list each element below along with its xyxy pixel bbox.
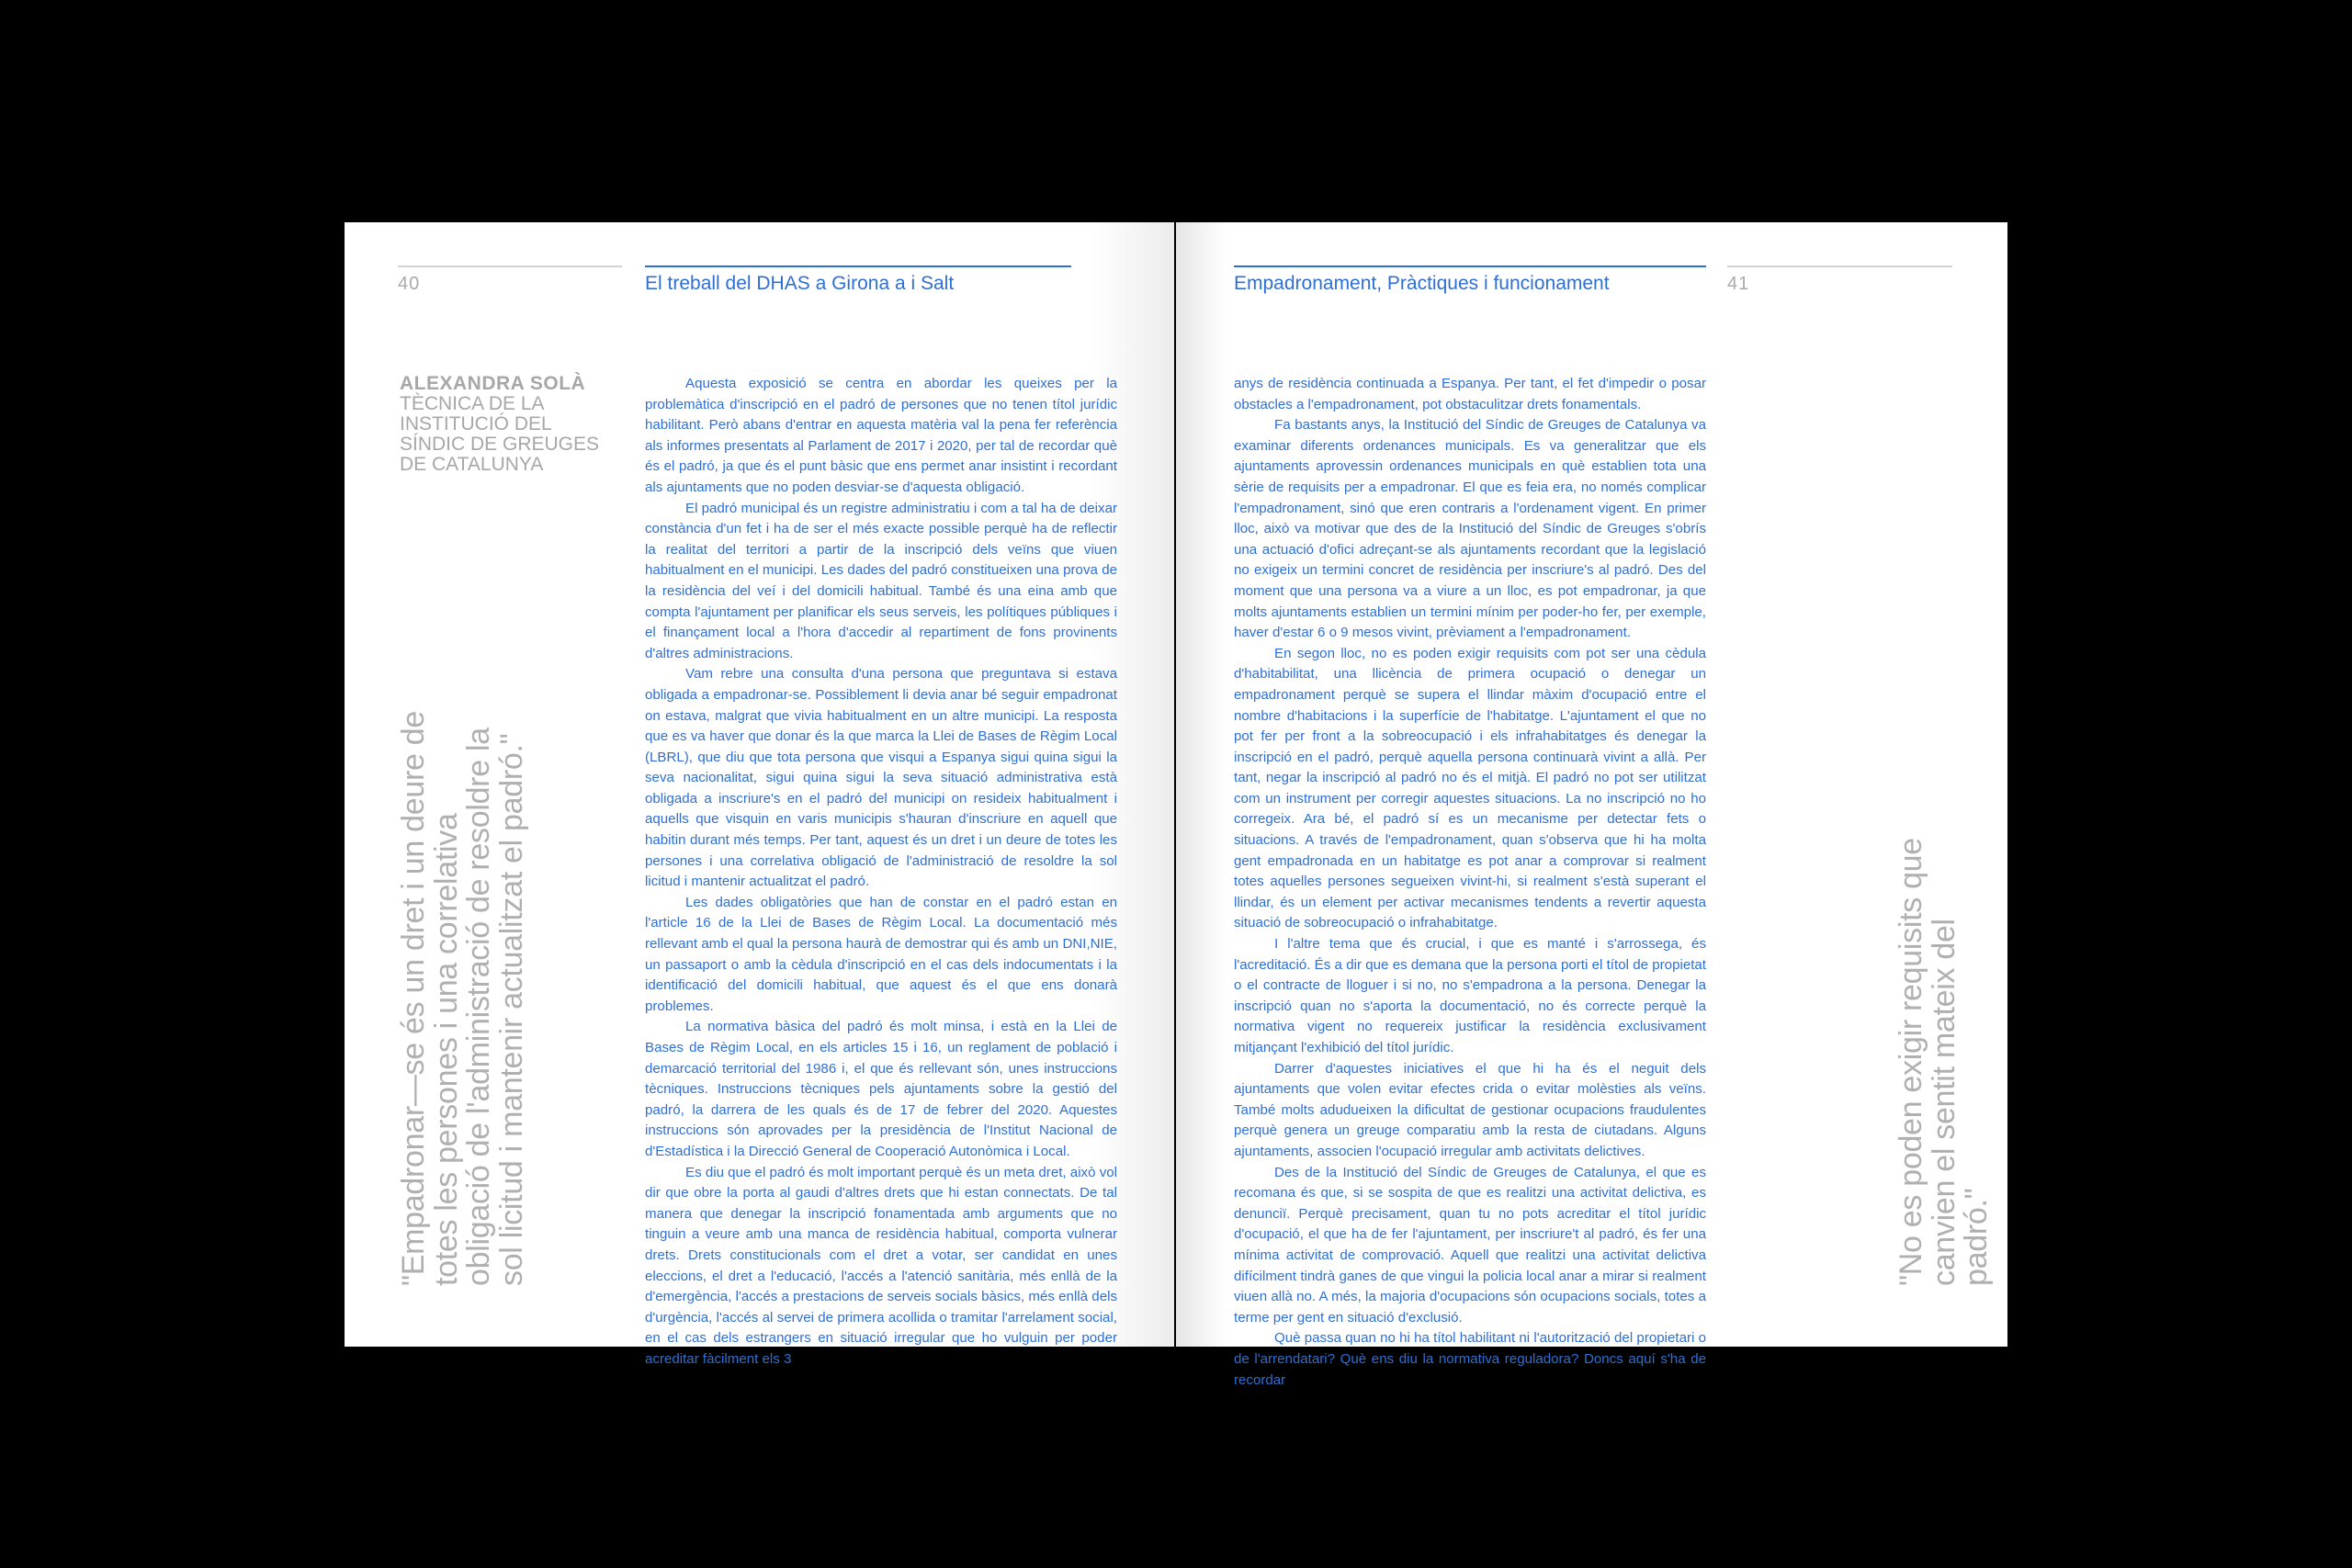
paragraph: Vam rebre una consulta d'una persona que preguntava si estava obligada a empadronar-se. Possiblement li devia anar bé seguir empadronat on estava, malgrat que vivia habitualment en un altre municipi. La resposta que es va haver que donar és la que marca la Llei de Bases de Règim Local (LBRL), que diu que tota persona que visqui a Espanya sigui quina sigui la seva nacionalitat, sigui quina sigui la seva situació administrativa està obligada a inscriure's en el padró del municipi on resideix habitualment i aquells que visquin en varis municipis s'hauran d'inscriure en aquell que habitin durant més temps. Per tant, aquest és un dret i un deure de totes les persones i una correlativa obligació de l'administració de resoldre la sol licitud i mantenir actualitzat el padró. <box>645 666 1117 890</box>
paragraph: La normativa bàsica del padró és molt minsa, i està en la Llei de Bases de Règim Local, en els articles 15 i 16, un reglament de població i demarcació territorial del 1986 i, el que és rellevant són, unes instruccions tècniques. Instruccions tècniques pels ajuntaments sobre la gestió del padró, la darrera de les quals és de 17 de febrer del 2020. Aquestes instruccions són aprovades per la presidència de l'Institut Nacional de d'Estadística i la Direcció General de Cooperació Autonòmica i Local. <box>645 1019 1117 1159</box>
page-number-left: 40 <box>398 274 421 294</box>
left-header-rule <box>645 265 1071 267</box>
right-page <box>1176 222 2007 1388</box>
pull-quote-right: "No es poden exigir requisits que canvien el sentit mateix del padró." <box>1894 838 1994 1286</box>
right-margin-rule <box>1727 265 1952 267</box>
paragraph: Des de la Institució del Síndic de Greuges de Catalunya, el que es recomana és que, si se sospita de que es realitzi una activitat delictiva, es denunciï. Perquè precisament, quan tu no pots acreditar el títol jurídic d'ocupació, el que ha de fer l'ajuntament, per inscriure't al padró, és fer una mínima activitat de comprovació. Aquell que realitzi una activitat delictiva difícilment tindrà ganes de que vingui la policia local anar a mirar si realment viuen allà no. A més, la majoria d'ocupacions són ocupacions socials, totes a terme per gent en situació d'exclusió. <box>1234 1164 1706 1325</box>
left-margin-rule <box>398 265 622 267</box>
author-name: ALEXANDRA SOLÀ <box>400 373 586 394</box>
paragraph: Què passa quan no hi ha títol habilitant ni l'autorització del propietari o de l'arrendatari? Què ens diu la normativa reguladora? Doncs aquí s'ha de recordar <box>1234 1330 1706 1388</box>
paragraph: Les dades obligatòries que han de constar en el padró estan en l'article 16 de la Llei de Bases de Règim Local. La documentació més rellevant amb el qual la persona haurà de demostrar qui és amb un DNI,NIE, un passaport o amb la cèdula d'inscripció en el cas dels indocumentats i la identificació del domicili habitual, que aquest és el que ens donarà problemes. <box>645 894 1117 1014</box>
paragraph: I l'altre tema que és crucial, i que es manté i s'arrossega, és l'acreditació. És a dir que es demana que la persona porti el títol de propietat o el contracte de lloguer i si no, no s'empadrona a la persona. Denegar la inscripció quan no s'aporta la documentació, no és correcte perquè la normativa vigent no requereix justificar la residència exclusivament mitjançant l'exhibició del títol jurídic. <box>1234 936 1706 1055</box>
paragraph: anys de residència continuada a Espanya. Per tant, el fet d'impedir o posar obstacles a l'empadronament, pot obstaculitzar drets fonamentals. <box>1234 376 1706 412</box>
left-page <box>345 222 1174 1367</box>
body-text-left <box>645 374 1117 1371</box>
page-number-right: 41 <box>1727 274 1750 294</box>
paragraph: En segon lloc, no es poden exigir requisits com pot ser una cèdula d'habitabilitat, una llicència de primera ocupació o denegar un empadronament perquè se supera el llindar màxim d'ocupació entre el nombre d'habitacions i la superfície de l'habitatge. L'ajuntament el que no pot fer per front a la sobreocupació i els infrahabitatges és denegar la inscripció en el padró, perquè aquella persona continuarà vivint a allà. Per tant, negar la inscripció al padró no és el mitjà. El padró no pot ser utilitzat com un instrument per corregir aquestes situacions. La no inscripció no ho corregeix. Ara bé, el padró sí es un mecanisme per detectar fets o situacions. A través de l'empadronament, quan s'observa que hi ha molta gent empadronada en un habitatge es pot anar a comprovar si realment totes aquelles persones segueixen vivint-hi, si realment s'està superant el llindar, és un element per activar mecanismes tendents a revertir aquesta situació de sobreocupació o infrahabitatge. <box>1234 645 1706 931</box>
paragraph: Fa bastants anys, la Institució del Síndic de Greuges de Catalunya va examinar diferents ordenances municipals. Es va generalitzar que els ajuntaments aprovessin ordenances municipals en què establien tota una sèrie de requisits per a empadronar. El que es feia era, no només complicar l'empadronament, sinó que eren contraris a l'ordenament vigent. En primer lloc, això va motivar que des de la Institució del Síndic de Greuges s'obrís una actuació d'ofici adreçant-se als ajuntaments recordant que la legislació no exigeix un termini concret de residència per inscriure's al padró. Des del moment que una persona va a viure a un lloc, es pot empadronar, ja que molts ajuntaments establien un termini mínim per poder-ho fer, per exemple, haver d'estar 6 o 9 mesos vivint, prèviament a l'empadronament. <box>1234 417 1706 641</box>
paragraph: Darrer d'aquestes iniciatives el que hi ha és el neguit dels ajuntaments que volen evitar efectes crida o evitar molèsties als veïns. També molts adudueixen la dificultat de gestionar ocupacions fraudulentes perquè genera un greuge comparatiu amb la resta de ciutadans. Alguns ajuntaments, associen l'ocupació irregular amb activitats delictives. <box>1234 1060 1706 1159</box>
paragraph: El padró municipal és un registre administratiu i com a tal ha de deixar constància d'un fet i ha de ser el més exacte possible perquè ha de reflectir la realitat del territori a partir de la inscripció dels veïns que viuen habitualment en el municipi. Les dades del padró constitueixen una prova de la residència del veí i del domicili habitual. També és una eina amb que compta l'ajuntament per planificar els seus serveis, les polítiques públiques i el finançament local a l'hora d'accedir al repartiment de fons provinents d'altres administracions. <box>645 500 1117 661</box>
paragraph: Es diu que el padró és molt important perquè és un meta dret, això vol dir que obre la porta al gaudi d'altres drets que hi estan connectats. De tal manera que denegar la inscripció fonamentada amb arguments que no tinguin a veure amb una manca de residència habitual, comporta vulnerar drets. Drets constitucionals com el dret a votar, ser candidat en unes eleccions, el dret a l'educació, l'accés a l'atenció sanitària, més enllà de la d'emergència, l'accés a prestacions de serveis socials bàsics, més enllà dels d'urgència, l'accés al servei de primera acollida o tramitar l'arrelament social, en el cas dels estrangers en situació irregular que ho vulguin per poder acreditar fàcilment els 3 <box>645 1164 1117 1367</box>
paragraph: Aquesta exposició se centra en abordar les queixes per la problemàtica d'inscripció en el padró de persones que no tenen títol jurídic habilitant. Però abans d'entrar en aquesta matèria val la pena fer referència als informes presentats al Parlament de 2017 i 2020, per tal de recordar què és el padró, ja que és el punt bàsic que ens permet anar insistint i recordant als ajuntaments que no poden desviar-se d'aquesta obligació. <box>645 376 1117 495</box>
body-text-right <box>1234 374 1706 1391</box>
right-header-rule <box>1234 265 1706 267</box>
running-head-right: Empadronament, Pràctiques i funcionament <box>1234 273 1610 294</box>
author-block <box>400 374 611 475</box>
author-role: TÈCNICA DE LA INSTITUCIÓ DEL SÍNDIC DE GREUGES DE CATALUNYA <box>400 393 600 475</box>
pull-quote-left: "Empadronar—se és un dret i un deure de totes les persones i una correlativa obligació de l'administració de resoldre la sol licitud i mantenir actualitzat el padró." <box>396 711 529 1286</box>
running-head-left: El treball del DHAS a Girona a i Salt <box>645 273 955 294</box>
